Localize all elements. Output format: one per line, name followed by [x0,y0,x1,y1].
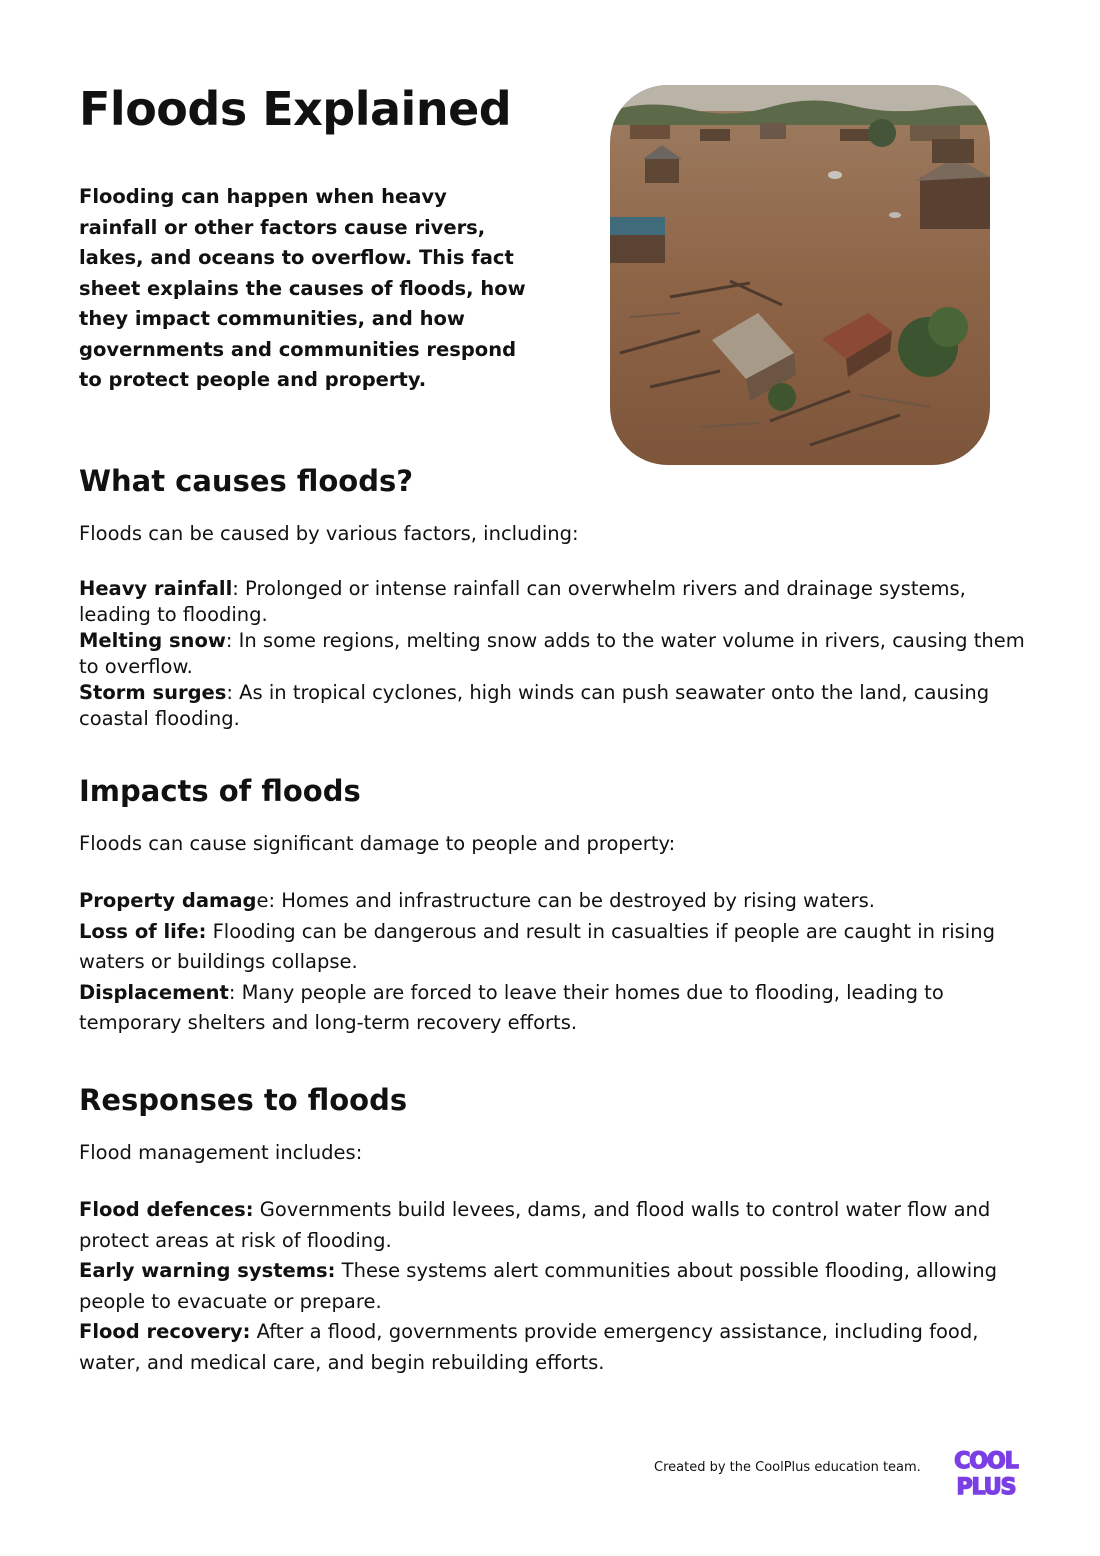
section-lead-causes: Floods can be caused by various factors, including: [79,522,579,545]
svg-text:PLUS: PLUS [956,1475,1016,1498]
cause-term: Heavy rainfall [79,577,233,600]
impact-item [79,917,1039,978]
section-lead-responses: Flood management includes: [79,1141,363,1164]
impact-item [79,978,1039,1039]
coolplus-logo [946,1446,1026,1498]
intro-paragraph: Flooding can happen when heavy rainfall or other factors cause rivers, lakes, and oceans to overflow. This fact sheet explains the causes of floods, how they impact communities, and how governments and communities respond to protect people and property. [79,185,526,391]
cause-term: Storm surges [79,681,227,704]
response-term: Flood recovery: [79,1320,251,1343]
cause-item [79,680,1039,732]
response-item [79,1317,1039,1378]
response-text: These systems alert communities about possible flooding, allowing people to evacuate or prepare. [79,1259,997,1313]
section-causes [79,461,1039,732]
footer-credit: Created by the CoolPlus education team. [654,1460,921,1475]
flood-photo [610,85,990,465]
section-responses [79,1080,1039,1378]
section-lead-impacts: Floods can cause significant damage to people and property: [79,832,676,855]
section-heading-responses: Responses to floods [79,1083,408,1117]
impact-term: Displacement [79,980,229,1004]
cause-term: Melting snow [79,629,226,652]
cause-text: : Prolonged or intense rainfall can overwhelm rivers and drainage systems, leading to flooding. [79,577,966,626]
impact-text: Flooding can be dangerous and result in casualties if people are caught in rising waters or buildings collapse. [79,919,995,973]
response-text: Governments build levees, dams, and flood walls to control water flow and protect areas at risk of flooding. [79,1198,991,1252]
impact-text: e: Homes and infrastructure can be destroyed by rising waters. [256,889,875,912]
section-impacts [79,771,1039,1039]
cause-item [79,628,1039,680]
cause-text: : As in tropical cyclones, high winds can push seawater onto the land, causing coastal flooding. [79,681,990,730]
response-item [79,1195,1039,1256]
response-text: After a flood, governments provide emergency assistance, including food, water, and medical care, and begin rebuilding efforts. [79,1320,979,1374]
section-heading-causes: What causes floods? [79,464,414,498]
impact-item [79,886,1039,917]
svg-text:COOL: COOL [954,1449,1018,1474]
impact-term: Loss of life: [79,919,207,943]
response-item [79,1256,1039,1317]
cause-item [79,576,1039,628]
cause-text: : In some regions, melting snow adds to the water volume in rivers, causing them to overflow. [79,629,1025,678]
impact-text: : Many people are forced to leave their homes due to flooding, leading to temporary shelters and long-term recovery efforts. [79,980,944,1034]
impact-term: Property damag [79,889,257,912]
response-term: Early warning systems: [79,1259,336,1282]
section-heading-impacts: Impacts of floods [79,774,361,808]
page-title: Floods Explained [79,82,512,136]
response-term: Flood defences: [79,1198,254,1221]
